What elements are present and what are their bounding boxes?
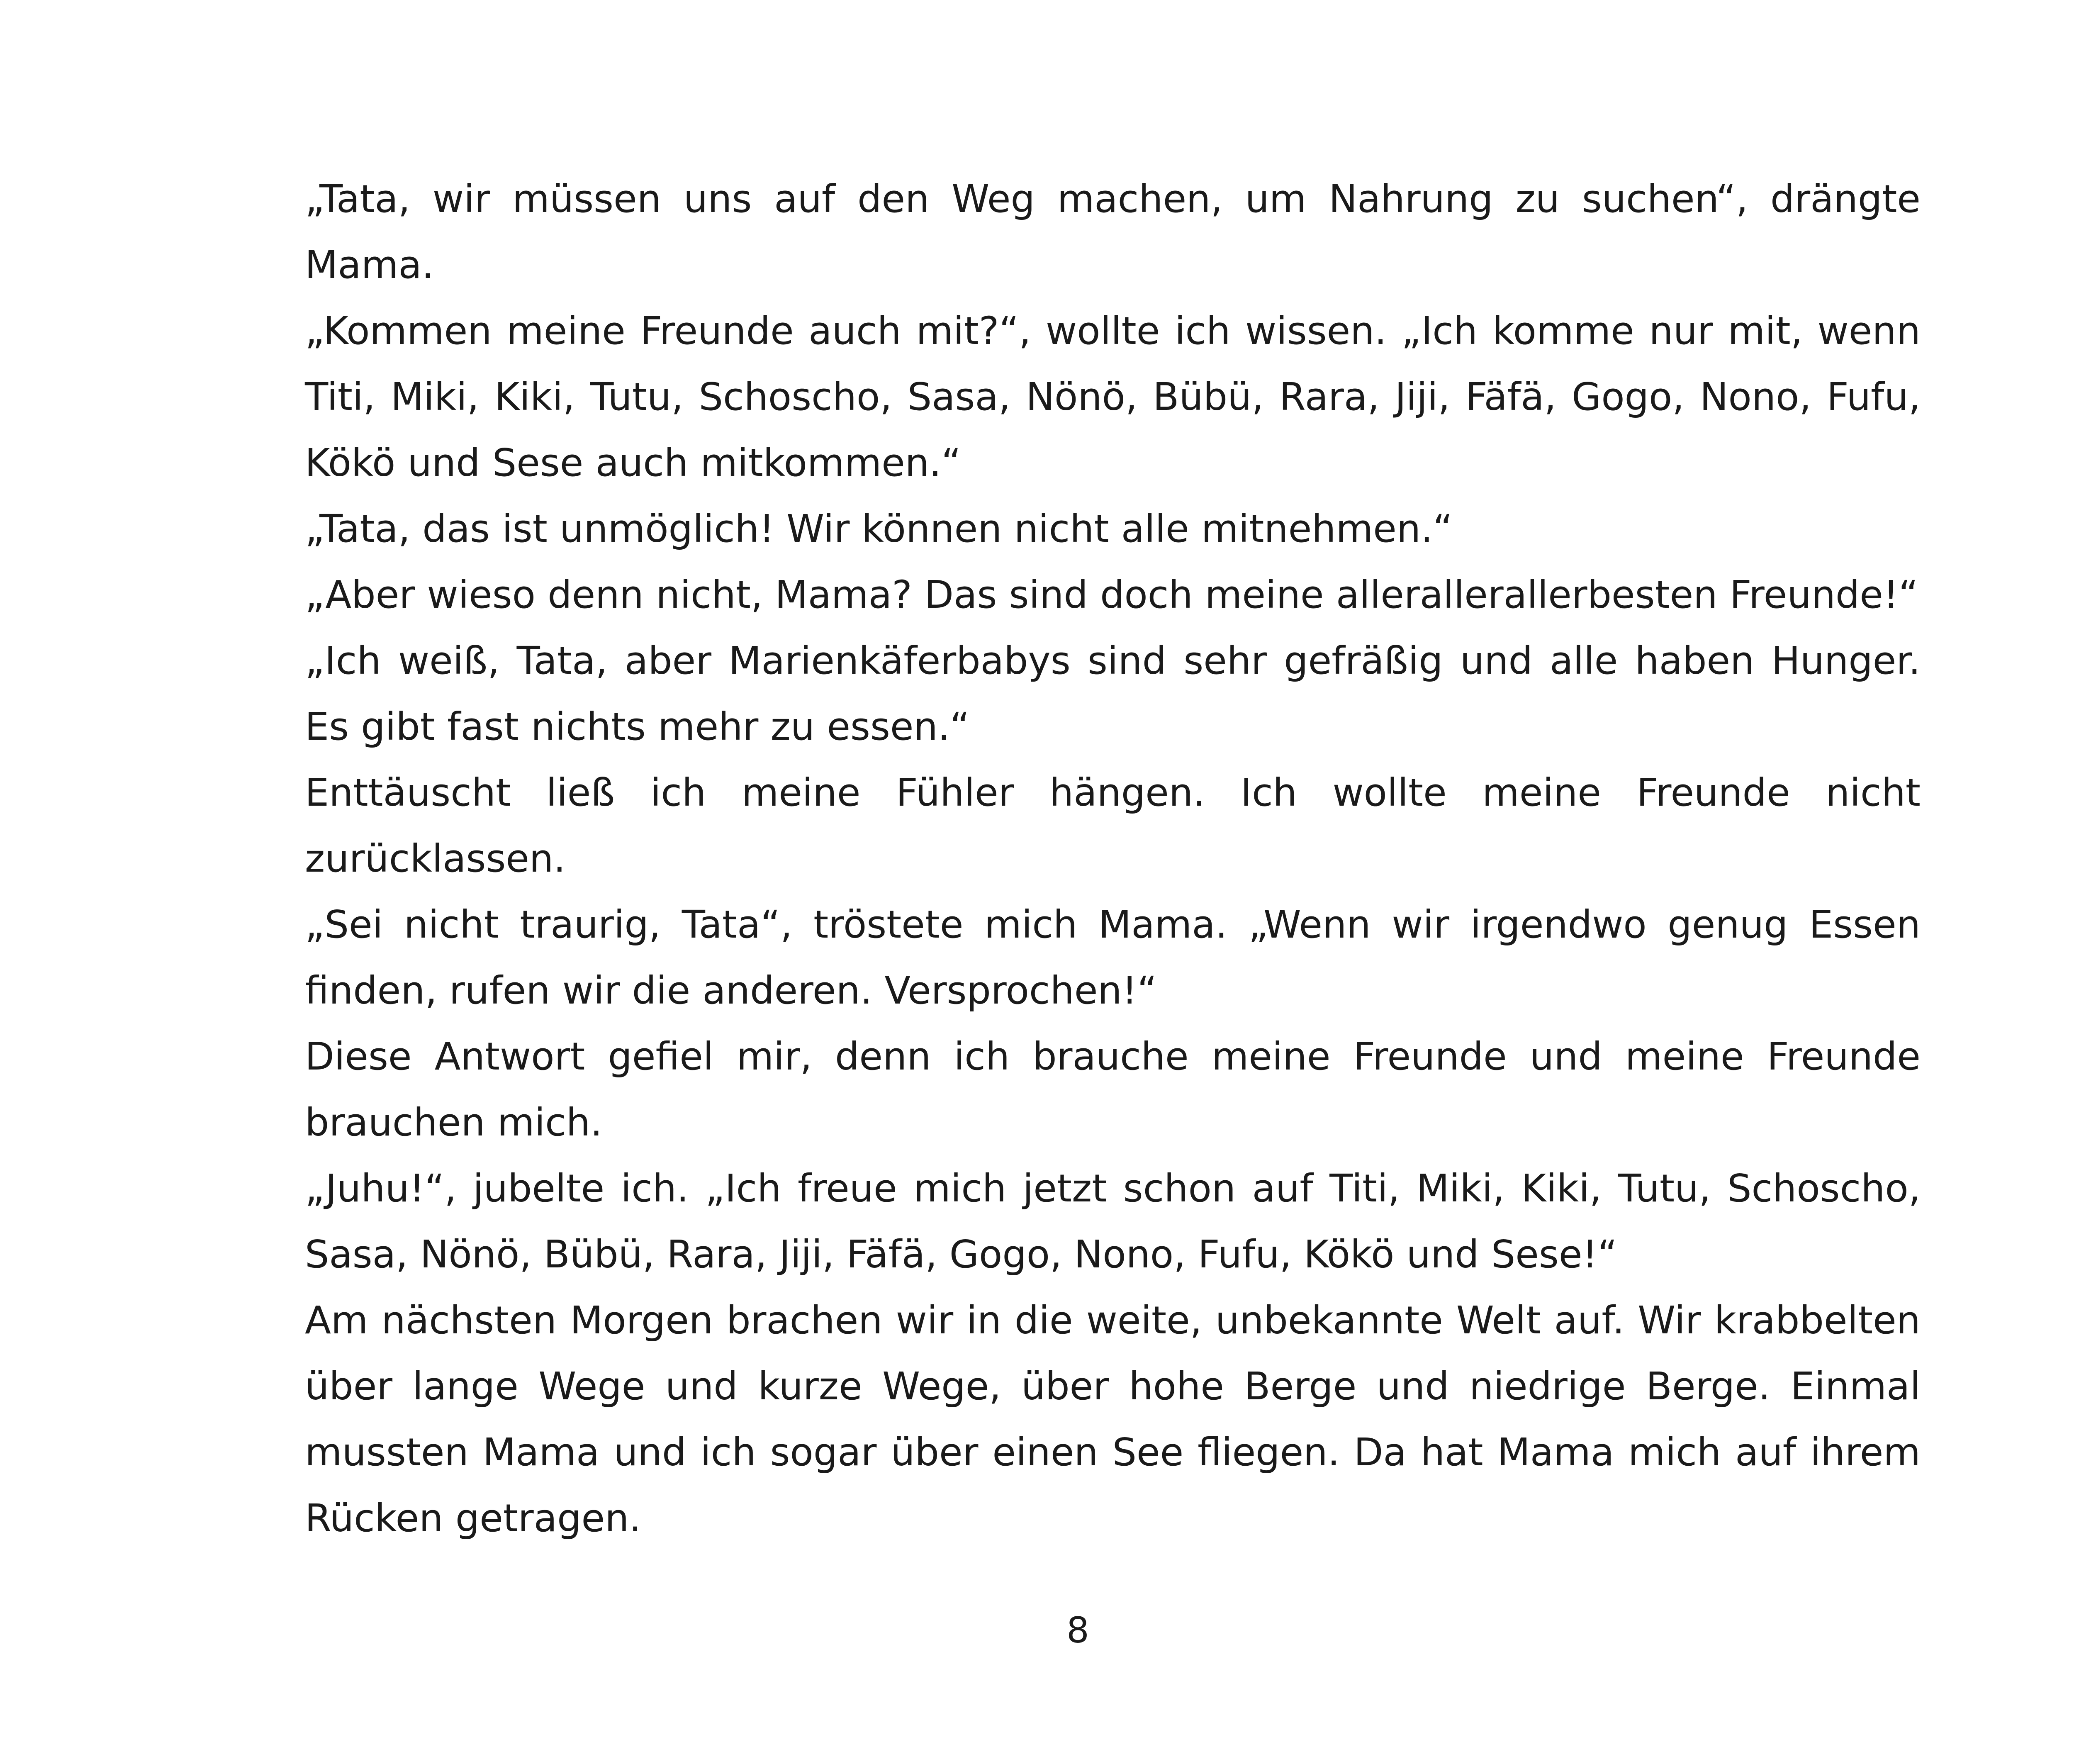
paragraph-1: „Tata, wir müssen uns auf den Weg machen, um Nahrung zu suchen“, drängte Mama. (305, 177, 1921, 287)
paragraph-8: Diese Antwort gefiel mir, denn ich brauche meine Freunde und meine Freunde brauchen mich. (305, 1034, 1921, 1145)
paragraph-4: „Aber wieso denn nicht, Mama? Das sind doch meine allerallerallerbesten Freunde!“ (305, 573, 1918, 617)
page-number: 8 (1066, 1610, 1089, 1651)
paragraph-2: „Kommen meine Freunde auch mit?“, wollte ich wissen. „Ich komme nur mit, wenn Titi, Miki, Kiki, Tutu, Schoscho, Sasa, Nönö, Bübü, Rara, Jiji, Fäfä, Gogo, Nono, Fufu, Kökö und Sese auch mitkommen.“ (305, 309, 1921, 485)
paragraph-10: Am nächsten Morgen brachen wir in die weite, unbekannte Welt auf. Wir krabbelten über lange Wege und kurze Wege, über hohe Berge und niedrige Berge. Einmal mussten Mama und ich sogar über einen See fliegen. Da hat Mama mich auf ihrem Rücken getragen. (305, 1298, 1921, 1540)
paragraph-9: „Juhu!“, jubelte ich. „Ich freue mich jetzt schon auf Titi, Miki, Kiki, Tutu, Schoscho, Sasa, Nönö, Bübü, Rara, Jiji, Fäfä, Gogo, Nono, Fufu, Kökö und Sese!“ (305, 1166, 1921, 1277)
paragraph-5: „Ich weiß, Tata, aber Marienkäferbabys sind sehr gefräßig und alle haben Hunger. Es gibt fast nichts mehr zu essen.“ (305, 638, 1921, 749)
paragraph-7: „Sei nicht traurig, Tata“, tröstete mich Mama. „Wenn wir irgendwo genug Essen finden, rufen wir die anderen. Versprochen!“ (305, 902, 1921, 1013)
paragraph-3: „Tata, das ist unmöglich! Wir können nicht alle mitnehmen.“ (305, 507, 1453, 551)
paragraph-6: Enttäuscht ließ ich meine Fühler hängen. Ich wollte meine Freunde nicht zurücklassen. (305, 770, 1921, 881)
story-text (305, 166, 1921, 1551)
